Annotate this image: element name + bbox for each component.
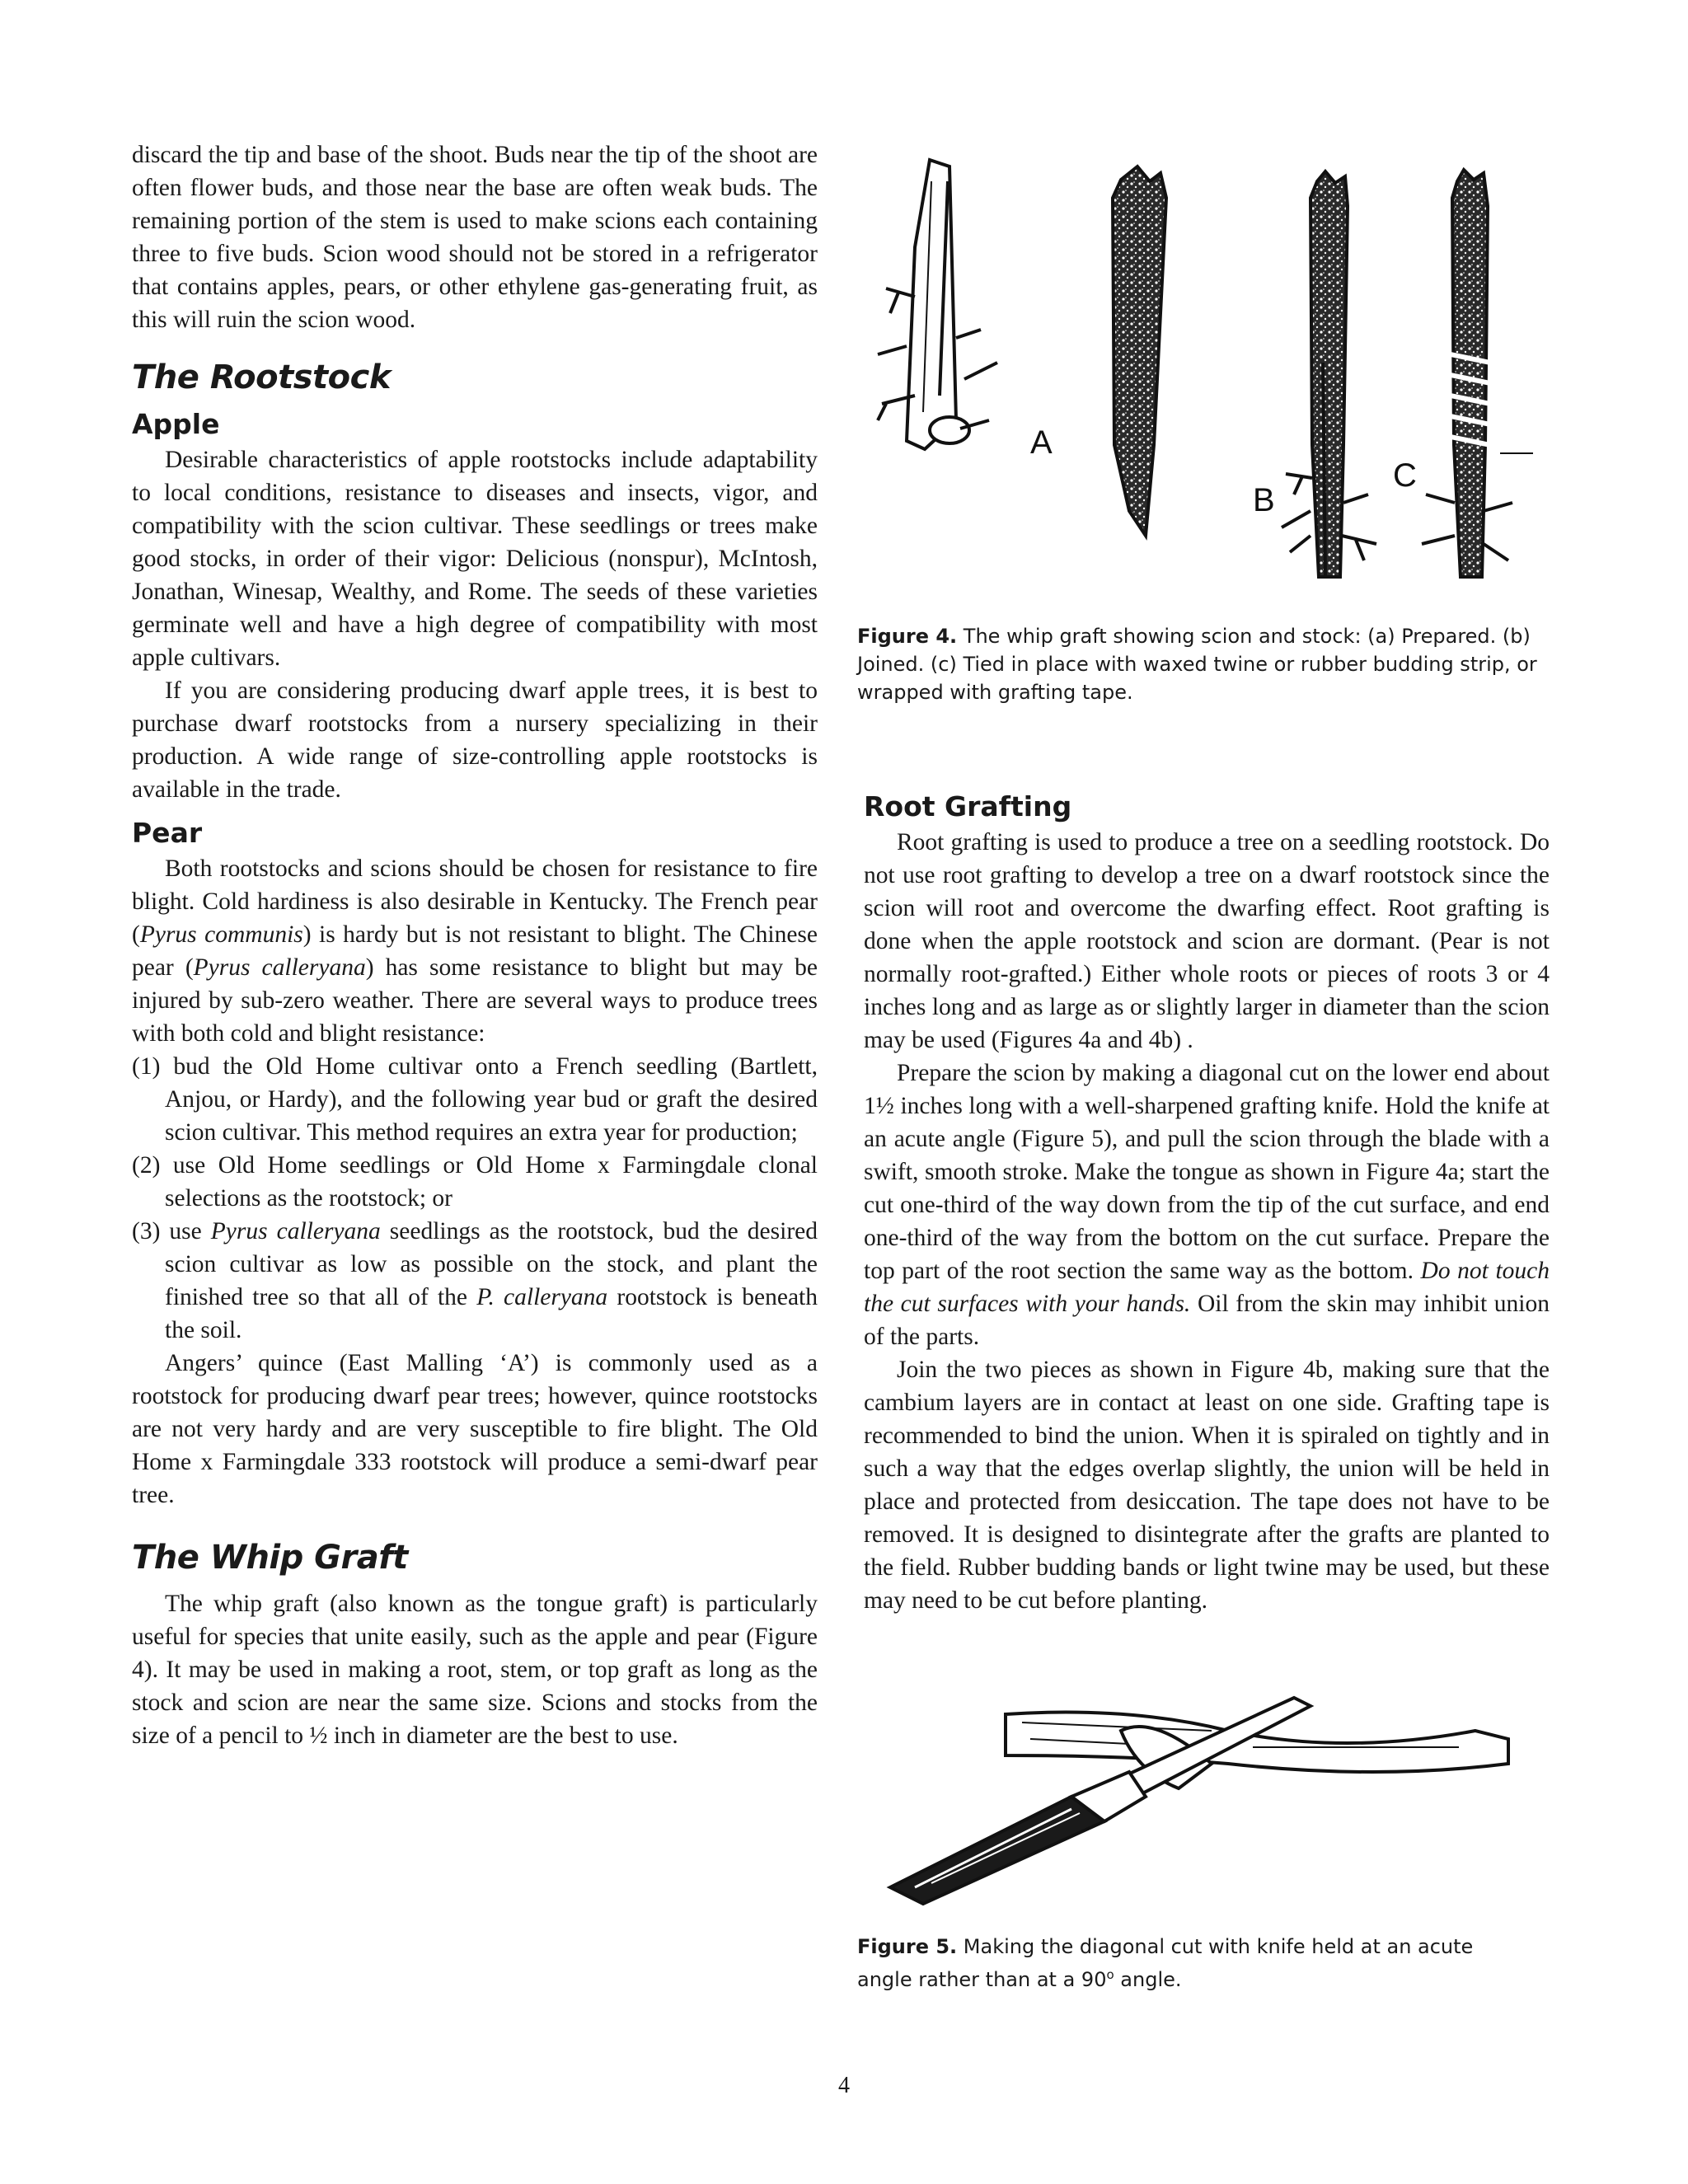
intro-paragraph: discard the tip and base of the shoot. Buds near the tip of the shoot are often flower buds, and those near the base are often weak buds. The remaining portion of the stem is used to make scions each containing three to five buds. Scion wood should not be stored in a refrigerator that contains apples, pears, or other ethylene gas-generating fruit, as this will ruin the scion wood.: [132, 142, 818, 333]
emphasis-text: Do not touch the cut surfaces with your hands.: [864, 1258, 1550, 1317]
page-number: 4: [838, 2073, 850, 2098]
root-grafting-paragraph-2: [864, 1057, 1550, 1353]
whip-graft-paragraph: The whip graft (also known as the tongue graft) is particularly useful for species that unite easily, such as the apple and pear (Figure 4). It may be used in making a root, stem, or top graft as long as the stock and scion are near the same size. Scions and stocks from the size of a pencil to ½ inch in diameter are the best to use.: [132, 1591, 818, 1749]
figure-4b-drawing: [1282, 171, 1376, 577]
degree-superscript: o: [1106, 1967, 1114, 1982]
figure-4-label-b: B: [1253, 482, 1275, 518]
figure-4-label-a: A: [1030, 424, 1053, 461]
pear-paragraph-1: [132, 852, 818, 1050]
figure-5-caption: [857, 1933, 1533, 1994]
species-name: Pyrus calleryana: [210, 1218, 381, 1244]
apple-paragraph-2: If you are considering producing dwarf apple trees, it is best to purchase dwarf rootstocks from a nursery specializing in their production. A wide range of size-controlling apple rootstocks is available in the trade.: [132, 677, 818, 803]
text-run: Prepare the scion by making a diagonal cut on the lower end about 1½ inches long with a well-sharpened grafting knife. Hold the knife at an acute angle (Figure 5), and pull the scion through the blade with a swift, smooth stroke. Make the tongue as shown in Figure 4a; start the cut one-third of the way down from the tip of the cut surface, and end one-third of the way from the bottom on the cut surface. Prepare the top part of the root section the same way as the bottom.: [864, 1060, 1550, 1284]
whip-graft-drawing: [874, 148, 1550, 610]
species-name: Pyrus communis: [139, 921, 303, 948]
list-item-2: (2) use Old Home seedlings or Old Home x Farmingdale clonal selections as the rootstock; or: [132, 1152, 818, 1212]
figure-4c-drawing: [1422, 170, 1533, 577]
right-column: [864, 790, 1550, 1617]
text-run: seedlings as the rootstock, bud the desired scion cultivar as low as possible on the stock, and plant the finished tree so that all of the: [165, 1218, 818, 1310]
diagonal-cut-drawing: [882, 1673, 1541, 1912]
text-run: ) is hardy but is not resistant to blight. The Chinese pear (: [132, 921, 818, 981]
figure-4-illustration: [874, 148, 1550, 610]
left-column: [132, 138, 818, 1752]
apple-paragraph-1: Desirable characteristics of apple rootstocks include adaptability to local conditions, resistance to diseases and insects, vigor, and compatibility with the scion cultivar. These seedlings or trees make good stocks, in order of their vigor: Delicious (nonspur), McIntosh, Jonathan, Winesap, Wealthy, and Rome. The seeds of these varieties germinate well and have a high degree of compatibility with most apple cultivars.: [132, 447, 818, 671]
caption-label: Figure 4.: [857, 625, 958, 648]
species-name: P. calleryana: [476, 1284, 608, 1310]
caption-text: Making the diagonal cut with knife held at an acute angle rather than at a 90: [857, 1935, 1474, 1991]
caption-text: The whip graft showing scion and stock: (a) Prepared. (b) Joined. (c) Tied in place with waxed twine or rubber budding strip, or wrapped with grafting tape.: [857, 625, 1537, 704]
root-grafting-paragraph-1: Root grafting is used to produce a tree on a seedling rootstock. Do not use root grafting to develop a tree on a dwarf rootstock since the scion will root and overcome the dwarfing effect. Root grafting is done when the apple rootstock and scion are dormant. (Pear is not normally root-grafted.) Either whole roots or pieces of roots 3 or 4 inches long and as large as or slightly larger in diameter than the scion may be used (Figures 4a and 4b) .: [864, 829, 1550, 1053]
root-grafting-paragraph-3: Join the two pieces as shown in Figure 4b, making sure that the cambium layers are in contact at least on one side. Grafting tape is recommended to bind the union. When it is spiraled on tightly and in such a way that the edges overlap slightly, the union will be held in place and protected from desiccation. The tape does not have to be removed. It is designed to disintegrate after the grafts are planted to the field. Rubber budding bands or light twine may be used, but these may need to be cut before planting.: [864, 1357, 1550, 1614]
pear-paragraph-2: Angers’ quince (East Malling ‘A’) is commonly used as a rootstock for producing dwarf pear trees; however, quince rootstocks are not very hardy and are very susceptible to fire blight. The Old Home x Farmingdale 333 rootstock will produce a semi-dwarf pear tree.: [132, 1350, 818, 1508]
species-name: Pyrus calleryana: [193, 954, 366, 981]
pear-heading: Pear: [132, 817, 203, 849]
list-item-3: [132, 1215, 818, 1347]
text-run: rootstock is beneath the soil.: [165, 1284, 818, 1343]
figure-4b-scion-drawing: [1113, 166, 1166, 536]
figure-4a-drawing: [878, 160, 997, 449]
list-item-1: (1) bud the Old Home cultivar onto a French seedling (Bartlett, Anjou, or Hardy), and the following year bud or graft the desired scion cultivar. This method requires an extra year for production;: [132, 1053, 818, 1146]
caption-label: Figure 5.: [857, 1935, 958, 1958]
caption-text: angle.: [1114, 1968, 1182, 1991]
figure-4-label-c: C: [1393, 457, 1417, 494]
root-grafting-heading: Root Grafting: [864, 790, 1072, 823]
figure-5-illustration: [882, 1673, 1541, 1912]
text-run: Oil from the skin may inhibit union of the parts.: [864, 1291, 1550, 1350]
text-run: Both rootstocks and scions should be chosen for resistance to fire blight. Cold hardiness is also desirable in Kentucky. The French pear (: [132, 855, 818, 948]
whip-graft-heading: The Whip Graft: [132, 1539, 408, 1577]
rootstock-heading: The Rootstock: [132, 359, 391, 396]
figure-4-caption: [857, 622, 1550, 706]
apple-heading: Apple: [132, 408, 220, 440]
text-run: ) has some resistance to blight but may be injured by sub-zero weather. There are several ways to produce trees with both cold and blight resistance:: [132, 954, 818, 1047]
text-run: (3) use: [132, 1218, 211, 1244]
